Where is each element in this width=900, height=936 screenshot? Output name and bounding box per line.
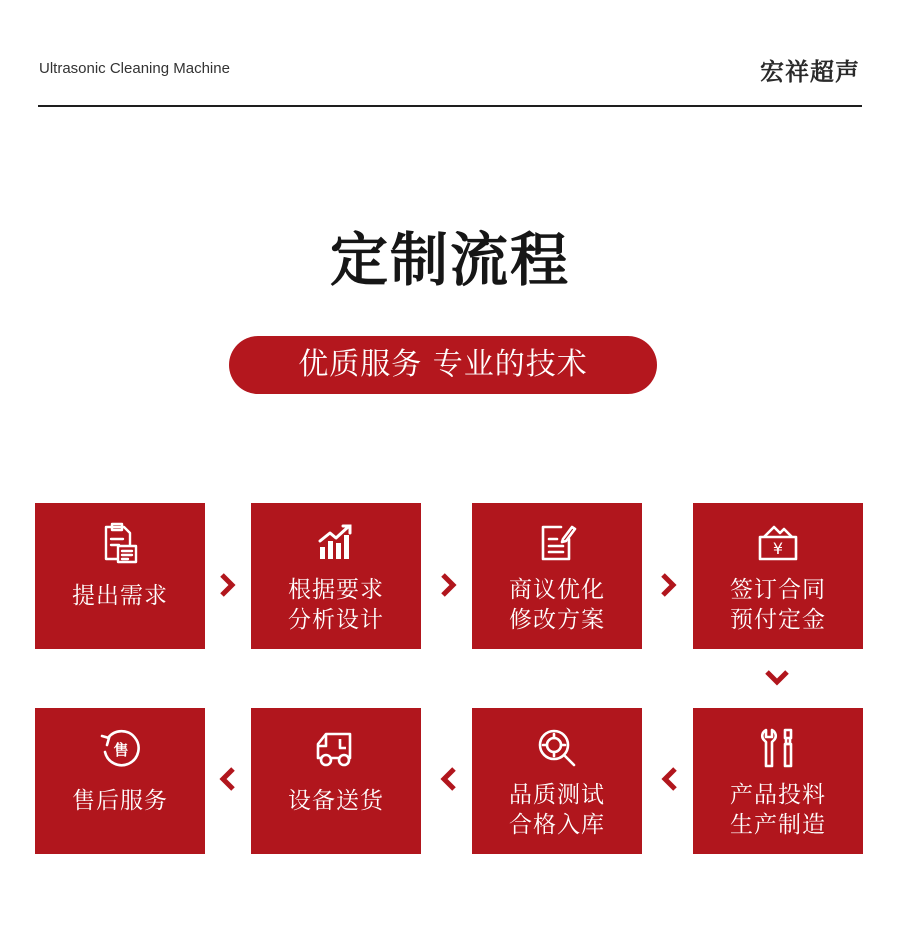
step-submit-requirements [35, 503, 205, 649]
header-divider [38, 105, 862, 107]
step-label: 产品投料 生产制造 [730, 782, 826, 838]
step-production-manufacturing [693, 708, 863, 854]
step-label: 设备送货 [288, 788, 384, 814]
brand-chinese-name: 宏祥超声 [760, 58, 860, 86]
step-label: 提出需求 [72, 583, 168, 609]
svg-text:¥: ¥ [772, 539, 784, 558]
step-after-sales-service [35, 708, 205, 854]
step-quality-testing [472, 708, 642, 854]
slogan-badge: 优质服务 专业的技术 [229, 336, 657, 394]
chevron-right-icon [436, 572, 462, 598]
after-sales-icon [96, 724, 144, 772]
step-label: 根据要求 分析设计 [288, 577, 384, 633]
clipboard-icon [96, 519, 144, 567]
page-title: 定制流程 [329, 226, 570, 294]
chevron-down-icon [764, 665, 790, 691]
step-sign-contract [693, 503, 863, 649]
svg-text:售: 售 [113, 741, 129, 759]
chevron-right-icon [656, 572, 682, 598]
step-equipment-delivery [251, 708, 421, 854]
delivery-truck-icon [312, 724, 360, 772]
step-negotiate-optimize [472, 503, 642, 649]
step-label: 签订合同 预付定金 [730, 577, 826, 633]
step-label: 售后服务 [72, 788, 168, 814]
tools-icon [754, 724, 802, 772]
yen-envelope-icon [754, 519, 802, 567]
edit-document-icon [533, 519, 581, 567]
step-label: 商议优化 修改方案 [509, 577, 605, 633]
step-label: 品质测试 合格入库 [509, 782, 605, 838]
bar-chart-icon [312, 519, 360, 567]
chevron-right-icon [215, 572, 241, 598]
step-analysis-design [251, 503, 421, 649]
brand-english-name: Ultrasonic Cleaning Machine [39, 60, 230, 77]
chevron-left-icon [435, 766, 461, 792]
chevron-left-icon [656, 766, 682, 792]
chevron-left-icon [214, 766, 240, 792]
inspection-icon [533, 724, 581, 772]
